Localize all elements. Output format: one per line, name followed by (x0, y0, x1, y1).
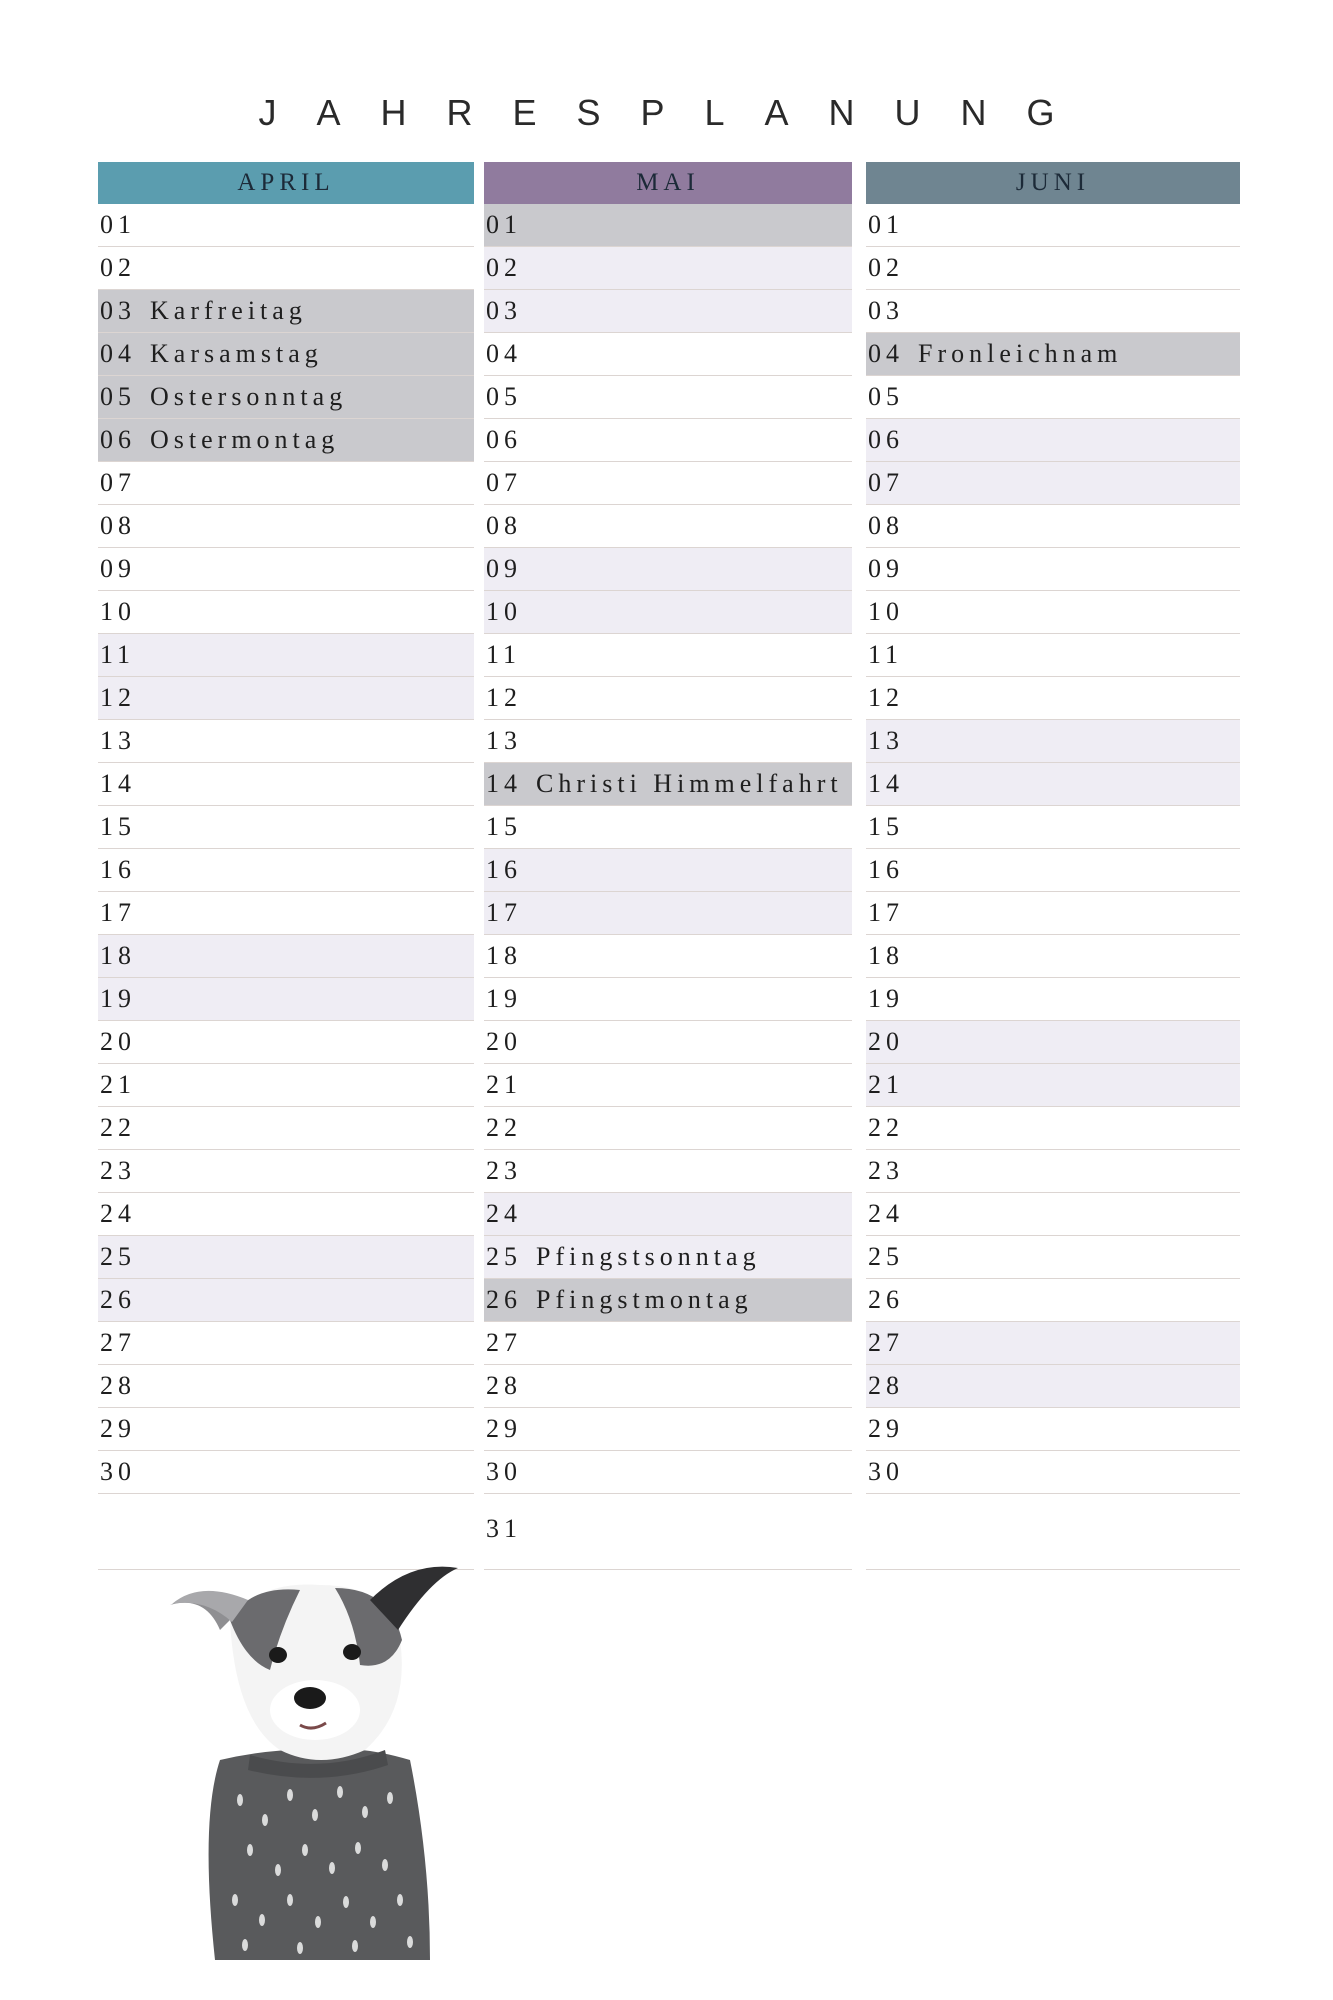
day-row (866, 763, 1240, 806)
day-number: 21 (100, 1070, 136, 1099)
day-row (98, 548, 474, 591)
day-row (866, 290, 1240, 333)
day-row (866, 978, 1240, 1021)
day-row (866, 849, 1240, 892)
day-number: 07 (868, 468, 904, 497)
day-row (484, 333, 852, 376)
day-number: 12 (100, 683, 136, 712)
day-number: 13 (486, 726, 522, 755)
day-number: 26 (486, 1285, 522, 1314)
month-header: MAI (484, 162, 852, 204)
day-row (484, 634, 852, 677)
day-row (484, 849, 852, 892)
day-number: 27 (486, 1328, 522, 1357)
holiday-label: Karsamstag (150, 339, 323, 368)
day-row (866, 935, 1240, 978)
day-row (866, 634, 1240, 677)
day-row (484, 763, 852, 806)
day-number: 01 (100, 210, 136, 239)
day-row (484, 548, 852, 591)
day-row (866, 1107, 1240, 1150)
day-row (866, 376, 1240, 419)
holiday-label: Ostersonntag (150, 382, 348, 411)
day-number: 19 (868, 984, 904, 1013)
day-row (484, 1064, 852, 1107)
day-number: 20 (486, 1027, 522, 1056)
day-row (484, 1279, 852, 1322)
day-row (484, 1236, 852, 1279)
day-number: 16 (486, 855, 522, 884)
day-row (98, 806, 474, 849)
day-number: 08 (486, 511, 522, 540)
day-row (98, 1408, 474, 1451)
day-number: 15 (100, 812, 136, 841)
day-row (98, 1365, 474, 1408)
day-number: 28 (486, 1371, 522, 1400)
day-row (484, 1150, 852, 1193)
day-number: 04 (868, 339, 904, 368)
month-column-mai (484, 162, 852, 1543)
day-number: 24 (100, 1199, 136, 1228)
day-number: 21 (868, 1070, 904, 1099)
day-number: 15 (868, 812, 904, 841)
holiday-label: Ostermontag (150, 425, 340, 454)
day-number: 23 (868, 1156, 904, 1185)
day-row (484, 505, 852, 548)
day-number: 30 (486, 1457, 522, 1486)
day-number: 29 (100, 1414, 136, 1443)
day-row (98, 763, 474, 806)
day-number: 08 (100, 511, 136, 540)
day-row (866, 806, 1240, 849)
day-number: 21 (486, 1070, 522, 1099)
day-number: 03 (100, 296, 136, 325)
day-row (866, 247, 1240, 290)
day-row (866, 677, 1240, 720)
holiday-label: Pfingstmontag (536, 1285, 753, 1314)
day-number: 01 (868, 210, 904, 239)
day-row (98, 462, 474, 505)
day-number: 26 (100, 1285, 136, 1314)
day-number: 08 (868, 511, 904, 540)
day-row (98, 247, 474, 290)
day-row (98, 1021, 474, 1064)
day-number: 06 (100, 425, 136, 454)
day-number: 13 (868, 726, 904, 755)
day-number: 18 (100, 941, 136, 970)
day-number: 10 (486, 597, 522, 626)
day-number: 09 (100, 554, 136, 583)
day-row (98, 333, 474, 376)
day-row (866, 892, 1240, 935)
day-row (484, 677, 852, 720)
day-row (866, 1021, 1240, 1064)
day-number: 14 (100, 769, 136, 798)
day-row (866, 1236, 1240, 1279)
day-row (98, 376, 474, 419)
dog-in-sweater-icon (160, 1560, 480, 1960)
day-number: 20 (100, 1027, 136, 1056)
day-number: 28 (100, 1371, 136, 1400)
day-row (866, 1150, 1240, 1193)
day-row (866, 1193, 1240, 1236)
day-row (866, 505, 1240, 548)
day-number: 13 (100, 726, 136, 755)
day-row (98, 1107, 474, 1150)
day-row (484, 290, 852, 333)
day-number: 30 (100, 1457, 136, 1486)
day-row (98, 1064, 474, 1107)
day-number: 23 (100, 1156, 136, 1185)
day-row (866, 204, 1240, 247)
day-row (866, 548, 1240, 591)
day-number: 11 (868, 640, 904, 669)
page-title: JAHRESPLANUNG (258, 92, 1095, 133)
day-number: 04 (100, 339, 136, 368)
day-number: 18 (868, 941, 904, 970)
day-row (98, 978, 474, 1021)
day-row (484, 247, 852, 290)
day-number: 02 (486, 253, 522, 282)
day-row (866, 1064, 1240, 1107)
day-number: 25 (100, 1242, 136, 1271)
day-row (98, 1150, 474, 1193)
day-number: 07 (100, 468, 136, 497)
day-row (484, 720, 852, 763)
day-number: 19 (486, 984, 522, 1013)
day-row (484, 1451, 852, 1494)
day-row (98, 1279, 474, 1322)
day-number: 15 (486, 812, 522, 841)
day-row (98, 1236, 474, 1279)
day-number: 09 (486, 554, 522, 583)
day-number: 25 (486, 1242, 522, 1271)
day-number: 03 (868, 296, 904, 325)
day-number: 24 (486, 1199, 522, 1228)
day-row (866, 591, 1240, 634)
day-row (98, 204, 474, 247)
day-number: 22 (486, 1113, 522, 1142)
day-row (98, 677, 474, 720)
day-number: 12 (486, 683, 522, 712)
day-number: 22 (868, 1113, 904, 1142)
day-number: 05 (486, 382, 522, 411)
day-row (484, 978, 852, 1021)
day-number: 25 (868, 1242, 904, 1271)
day-row (866, 419, 1240, 462)
holiday-label: Christi Himmelfahrt (536, 769, 843, 798)
day-row (98, 1193, 474, 1236)
holiday-label: Pfingstsonntag (536, 1242, 761, 1271)
day-row (98, 892, 474, 935)
day-row (484, 1408, 852, 1451)
day-row (484, 1494, 852, 1570)
day-row (484, 1021, 852, 1064)
day-row (484, 1322, 852, 1365)
day-row (484, 1107, 852, 1150)
day-number: 06 (486, 425, 522, 454)
empty-day-row (866, 1494, 1240, 1570)
day-number: 17 (868, 898, 904, 927)
day-number: 29 (868, 1414, 904, 1443)
day-row (484, 204, 852, 247)
day-number: 16 (100, 855, 136, 884)
day-number: 14 (486, 769, 522, 798)
day-row (98, 1451, 474, 1494)
day-number: 09 (868, 554, 904, 583)
day-number: 12 (868, 683, 904, 712)
day-row (866, 1279, 1240, 1322)
day-number: 04 (486, 339, 522, 368)
day-row (484, 892, 852, 935)
day-number: 07 (486, 468, 522, 497)
day-number: 22 (100, 1113, 136, 1142)
day-number: 11 (486, 640, 522, 669)
day-row (484, 935, 852, 978)
day-number: 05 (100, 382, 136, 411)
day-number: 05 (868, 382, 904, 411)
month-header: APRIL (98, 162, 474, 204)
month-header: JUNI (866, 162, 1240, 204)
day-row (98, 419, 474, 462)
day-row (484, 419, 852, 462)
holiday-label: Fronleichnam (918, 339, 1123, 368)
day-row (484, 462, 852, 505)
day-number: 26 (868, 1285, 904, 1314)
holiday-label: Karfreitag (150, 296, 307, 325)
day-row (484, 806, 852, 849)
day-row (866, 1451, 1240, 1494)
day-number: 27 (100, 1328, 136, 1357)
day-row (866, 1322, 1240, 1365)
day-number: 10 (100, 597, 136, 626)
day-number: 01 (486, 210, 522, 239)
day-number: 02 (868, 253, 904, 282)
day-number: 19 (100, 984, 136, 1013)
day-row (98, 505, 474, 548)
month-column-juni (866, 162, 1240, 1486)
day-number: 11 (100, 640, 136, 669)
day-row (98, 1322, 474, 1365)
day-row (98, 935, 474, 978)
day-number: 31 (486, 1514, 522, 1543)
day-row (98, 290, 474, 333)
empty-day-row (98, 1494, 474, 1570)
day-row (866, 720, 1240, 763)
day-number: 27 (868, 1328, 904, 1357)
day-row (484, 1365, 852, 1408)
day-row (866, 333, 1240, 376)
day-row (98, 849, 474, 892)
day-number: 18 (486, 941, 522, 970)
day-row (98, 591, 474, 634)
day-number: 29 (486, 1414, 522, 1443)
day-number: 14 (868, 769, 904, 798)
day-row (866, 1365, 1240, 1408)
day-number: 28 (868, 1371, 904, 1400)
day-number: 17 (100, 898, 136, 927)
day-row (484, 376, 852, 419)
day-row (484, 1193, 852, 1236)
day-number: 23 (486, 1156, 522, 1185)
day-number: 20 (868, 1027, 904, 1056)
day-number: 30 (868, 1457, 904, 1486)
day-number: 17 (486, 898, 522, 927)
day-row (866, 1408, 1240, 1451)
day-row (98, 634, 474, 677)
day-number: 16 (868, 855, 904, 884)
day-row (484, 591, 852, 634)
day-number: 24 (868, 1199, 904, 1228)
day-row (866, 462, 1240, 505)
day-row (98, 720, 474, 763)
month-column-april (98, 162, 474, 1486)
day-number: 03 (486, 296, 522, 325)
day-number: 10 (868, 597, 904, 626)
day-number: 02 (100, 253, 136, 282)
day-number: 06 (868, 425, 904, 454)
